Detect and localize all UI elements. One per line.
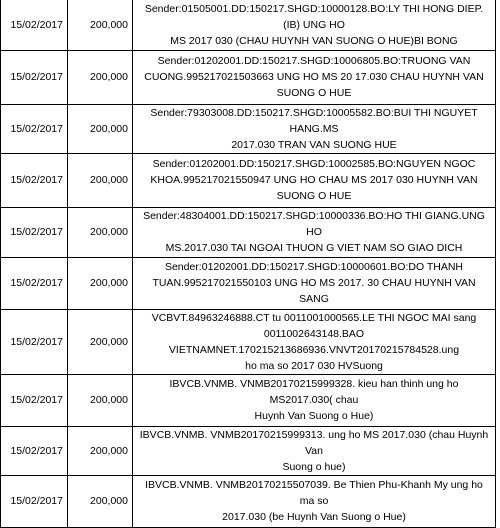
description-line: Sender:01505001.DD:150217.SHGD:10000128.BO:LY THI HONG DIEP.(IB) UNG HO — [144, 2, 484, 31]
description-line: KHOA.995217021550947 UNG HO CHAU MS 2017 030 HUYNH VAN SUONG O HUE — [150, 174, 478, 202]
date-cell: 15/02/2017 — [1, 475, 68, 527]
description-line: IBVCB.VNMB. VNMB20170215507039. Be Thien Phu-Khanh My ung ho ma so — [145, 479, 483, 507]
date-cell: 15/02/2017 — [1, 257, 68, 309]
description-cell — [133, 309, 496, 374]
table-row — [1, 475, 496, 527]
description-line: ho ma so 2017 030 HVSuong — [245, 359, 383, 372]
description-line: 0011002643148.BAO VIETNAMNET.170215213686936.VNVT20170215784528.ung — [168, 327, 460, 356]
table-row — [1, 309, 496, 374]
description-line: TUAN.995217021550103 UNG HO MS 2017. 30 CHAU HUYNH VAN SANG — [152, 277, 476, 305]
amount-cell: 200,000 — [68, 153, 133, 207]
amount-cell: 200,000 — [68, 309, 133, 374]
date-cell: 15/02/2017 — [1, 104, 68, 153]
table-row — [1, 257, 496, 309]
amount-cell: 200,000 — [68, 374, 133, 426]
description-cell — [133, 0, 496, 50]
table-row — [1, 104, 496, 153]
description-line: VCBVT.84963246888.CT tu 0011001000565.LE THI NGOC MAI sang — [151, 311, 477, 324]
table-row — [1, 0, 496, 50]
description-line: Sender:79303008.DD:150217.SHGD:10005582.BO:BUI THI NGUYET HANG.MS — [150, 106, 478, 135]
description-line: IBVCB.VNMB. VNMB20170215999313. ung ho MS 2017.030 (chau Huynh Van — [139, 428, 489, 457]
description-cell — [133, 257, 496, 309]
table-row — [1, 426, 496, 475]
description-line: Suong o hue) — [282, 460, 346, 473]
date-cell: 15/02/2017 — [1, 426, 68, 475]
description-line: 2017.030 TRAN VAN SUONG HUE — [231, 138, 397, 151]
description-cell — [133, 207, 496, 257]
date-cell: 15/02/2017 — [1, 50, 68, 104]
description-line: Sender:01202001.DD:150217.SHGD:10006805.BO:TRUONG VAN — [157, 55, 471, 67]
amount-cell: 200,000 — [68, 475, 133, 527]
description-line: IBVCB.VNMB. VNMB20170215999328. kieu han thinh ung ho MS2017.030( chau — [169, 378, 459, 406]
amount-cell: 200,000 — [68, 426, 133, 475]
date-cell: 15/02/2017 — [1, 374, 68, 426]
description-cell — [133, 374, 496, 426]
amount-cell: 200,000 — [68, 50, 133, 104]
description-cell — [133, 153, 496, 207]
description-line: CUONG.995217021503663 UNG HO MS 20 17.030 CHAU HUYNH VAN SUONG O HUE — [144, 71, 484, 99]
amount-cell: 200,000 — [68, 0, 133, 50]
description-line: MS.2017.030 TAI NGOAI THUON G VIET NAM SO GIAO DICH — [165, 242, 463, 254]
date-cell: 15/02/2017 — [1, 153, 68, 207]
date-cell: 15/02/2017 — [1, 207, 68, 257]
description-line: Sender:01202001.DD:150217.SHGD:10000601.BO:DO THANH — [164, 261, 464, 273]
description-line: Sender:01202001.DD:150217.SHGD:10002585.BO:NGUYEN NGOC — [152, 158, 476, 170]
description-line: Sender:48304001.DD:150217.SHGD:10000336.BO:HO THI GIANG.UNG HO — [143, 210, 485, 238]
description-cell — [133, 104, 496, 153]
amount-cell: 200,000 — [68, 257, 133, 309]
date-cell: 15/02/2017 — [1, 309, 68, 374]
table-row — [1, 50, 496, 104]
description-cell — [133, 475, 496, 527]
description-line: MS 2017 030 (CHAU HUYNH VAN SUONG O HUE)BI BONG — [170, 34, 458, 47]
description-line: Huynh Van Suong o Hue) — [254, 410, 374, 422]
description-line: 2017.030 (be Huynh Van Suong o Hue) — [222, 511, 406, 523]
table-row — [1, 374, 496, 426]
date-cell: 15/02/2017 — [1, 0, 68, 50]
amount-cell: 200,000 — [68, 104, 133, 153]
description-cell — [133, 50, 496, 104]
table-row — [1, 207, 496, 257]
table-row — [1, 153, 496, 207]
description-cell — [133, 426, 496, 475]
amount-cell: 200,000 — [68, 207, 133, 257]
